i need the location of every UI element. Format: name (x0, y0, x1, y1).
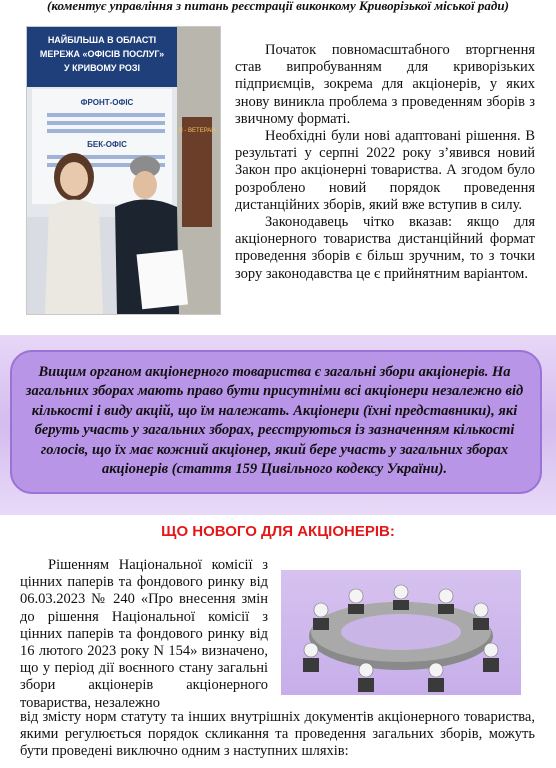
section-paragraph-continued: від змісту норм статуту та інших внутрішніх документів акціонерного товариства, якими регулюється порядок скликання та проведення загальних зборів, можуть бути проведені виключно одним з наступних шляхів: (20, 709, 535, 760)
section-heading: ЩО НОВОГО ДЛЯ АКЦІОНЕРІВ: (161, 523, 395, 540)
office-photo (26, 26, 221, 315)
front-office-label: ФРОНТ-ОФІС (80, 98, 134, 107)
quote-section (0, 335, 556, 515)
sign-line-1: НАЙБІЛЬША В ОБЛАСТІ (47, 35, 157, 45)
intro-column (235, 42, 535, 283)
sign-line-2: МЕРЕЖА «ОФІСІВ ПОСЛУГ» (39, 49, 165, 59)
intro-paragraph-3: Законодавець чітко вказав: якщо для акціонерного товариства дистанційний формат проведення зборів є більш зручним, то з точки зору законодавства це є прийнятним варіантом. (235, 214, 535, 282)
intro-paragraph-1: Початок повномасштабного вторгнення став випробуванням для криворізьких підприємців, зокрема для акціонерів, у яких знову виникла проблема з проведенням зборів з звичному форматі. (235, 42, 535, 127)
quote-text: Вищим органом акціонерного товариства є загальні збори акціонерів. На загальних зборах мають право бути присутніми всі акціонери незалежно від кількості і виду акцій, що їм належать. Акціонери (їхні представники), які беруть участь у загальних зборах, реєструються із зазначенням кількості голосів, що їх має кожний акціонер, який бере участь у загальних зборах акціонерів (стаття 159 Цивільного кодексу України). (25, 364, 524, 478)
section-paragraph: Рішенням Національної комісії з цінних паперів та фондового ринку від 06.03.2023 № 240 «Про внесення змін до рішення Національної комісії з цінних паперів та фондового ринку від 16 лютого 2023 року N 154» визначено, що у період дії воєнного стану загальні збори акціонерів акціонерного товариства, незалежно (20, 557, 268, 711)
back-office-label: БЕК-ОФІС (87, 140, 127, 149)
poster-title: Я - ВЕТЕРАН (178, 128, 216, 134)
intro-paragraph-2: Необхідні були нові адаптовані рішення. В результаті у серпні 2022 року з’явився новий Закон про акціонерні товариства. А згодом було розроблено новий порядок проведення дистанційних зборів, який вже вступив в силу. (235, 128, 535, 213)
section-column (20, 557, 268, 712)
section-continuation (20, 709, 535, 761)
sign-line-3: У КРИВОМУ РОЗІ (64, 63, 140, 73)
page-caption: (коментує управління з питань реєстрації виконкому Криворізької міської ради) (47, 0, 509, 13)
meeting-illustration (281, 570, 521, 695)
